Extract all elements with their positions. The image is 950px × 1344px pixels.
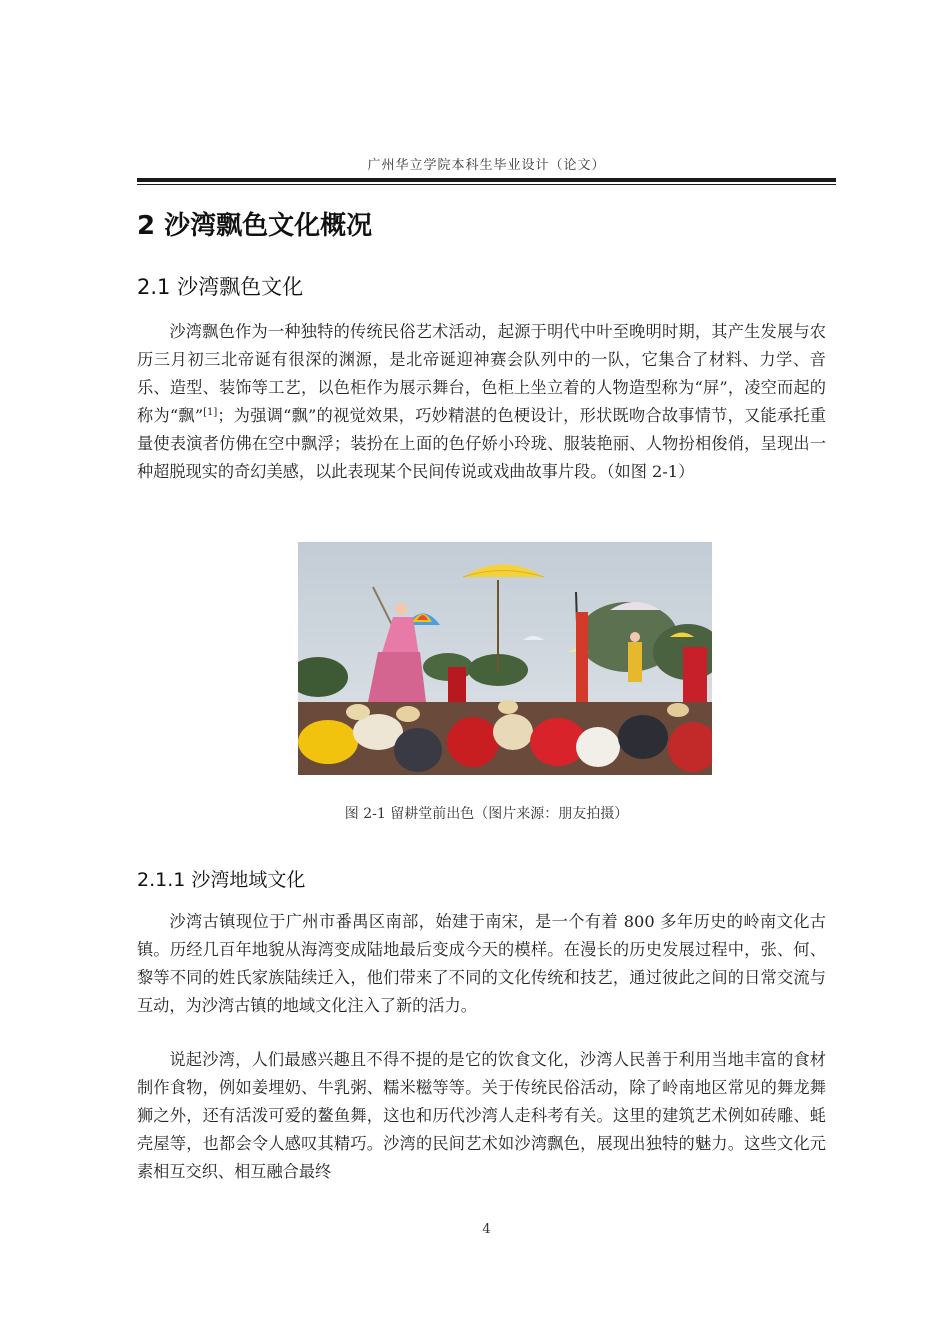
header-rule-thin xyxy=(137,184,836,185)
chapter-heading: 2 沙湾飘色文化概况 xyxy=(137,211,373,241)
paragraph-1-text-b: ；为强调“飘”的视觉效果，巧妙精湛的色梗设计，形状既吻合故事情节，又能承托重量使表演者仿佛在空中飘浮；装扮在上面的色仔娇小玲珑、服装艳丽、人物扮相俊俏，呈现出一种超脱现实的奇幻美感，以此表现某个民间传说或戏曲故事片段。（如图 2-1） xyxy=(137,406,826,481)
page-number: 4 xyxy=(482,1222,491,1237)
festival-photo-illustration xyxy=(298,542,712,775)
paragraph-2: 沙湾古镇现位于广州市番禺区南部，始建于南宋，是一个有着 800 多年历史的岭南文化古镇。历经几百年地貌从海湾变成陆地最后变成今天的模样。在漫长的历史发展过程中，张、何、黎等不同的姓氏家族陆续迁入，他们带来了不同的文化传统和技艺，通过彼此之间的日常交流与互动，为沙湾古镇的地域文化注入了新的活力。 xyxy=(137,912,826,1015)
paragraph-3: 说起沙湾，人们最感兴趣且不得不提的是它的饮食文化，沙湾人民善于利用当地丰富的食材制作食物，例如姜埋奶、牛乳粥、糯米糍等等。关于传统民俗活动，除了岭南地区常见的舞龙舞狮之外，还有活泼可爱的鳌鱼舞，这也和历代沙湾人走科考有关。这里的建筑艺术例如砖雕、蚝壳屋等，也都会令人感叹其精巧。沙湾的民间艺术如沙湾飘色，展现出独特的魅力。这些文化元素相互交织、相互融合最终 xyxy=(137,1050,826,1181)
paragraph-1 xyxy=(137,318,826,486)
citation-mark[interactable]: [1] xyxy=(203,407,218,418)
running-header: 广州华立学院本科生毕业设计（论文） xyxy=(367,158,606,173)
header-rule-thick xyxy=(137,178,836,182)
paragraph-1-text-a: 沙湾飘色作为一种独特的传统民俗艺术活动，起源于明代中叶至晚明时期，其产生发展与农历三月初三北帝诞有很深的渊源，是北帝诞迎神赛会队列中的一队，它集合了材料、力学、音乐、造型、装饰等工艺，以色柜作为展示舞台，色柜上坐立着的人物造型称为“屏”，凌空而起的称为“飘” xyxy=(137,322,826,425)
figure-caption: 图 2-1 留耕堂前出色（图片来源：朋友拍摄） xyxy=(344,806,629,822)
festival-photo xyxy=(298,542,712,775)
subsection-heading: 2.1.1 沙湾地域文化 xyxy=(137,869,306,891)
section-heading: 2.1 沙湾飘色文化 xyxy=(137,275,304,299)
